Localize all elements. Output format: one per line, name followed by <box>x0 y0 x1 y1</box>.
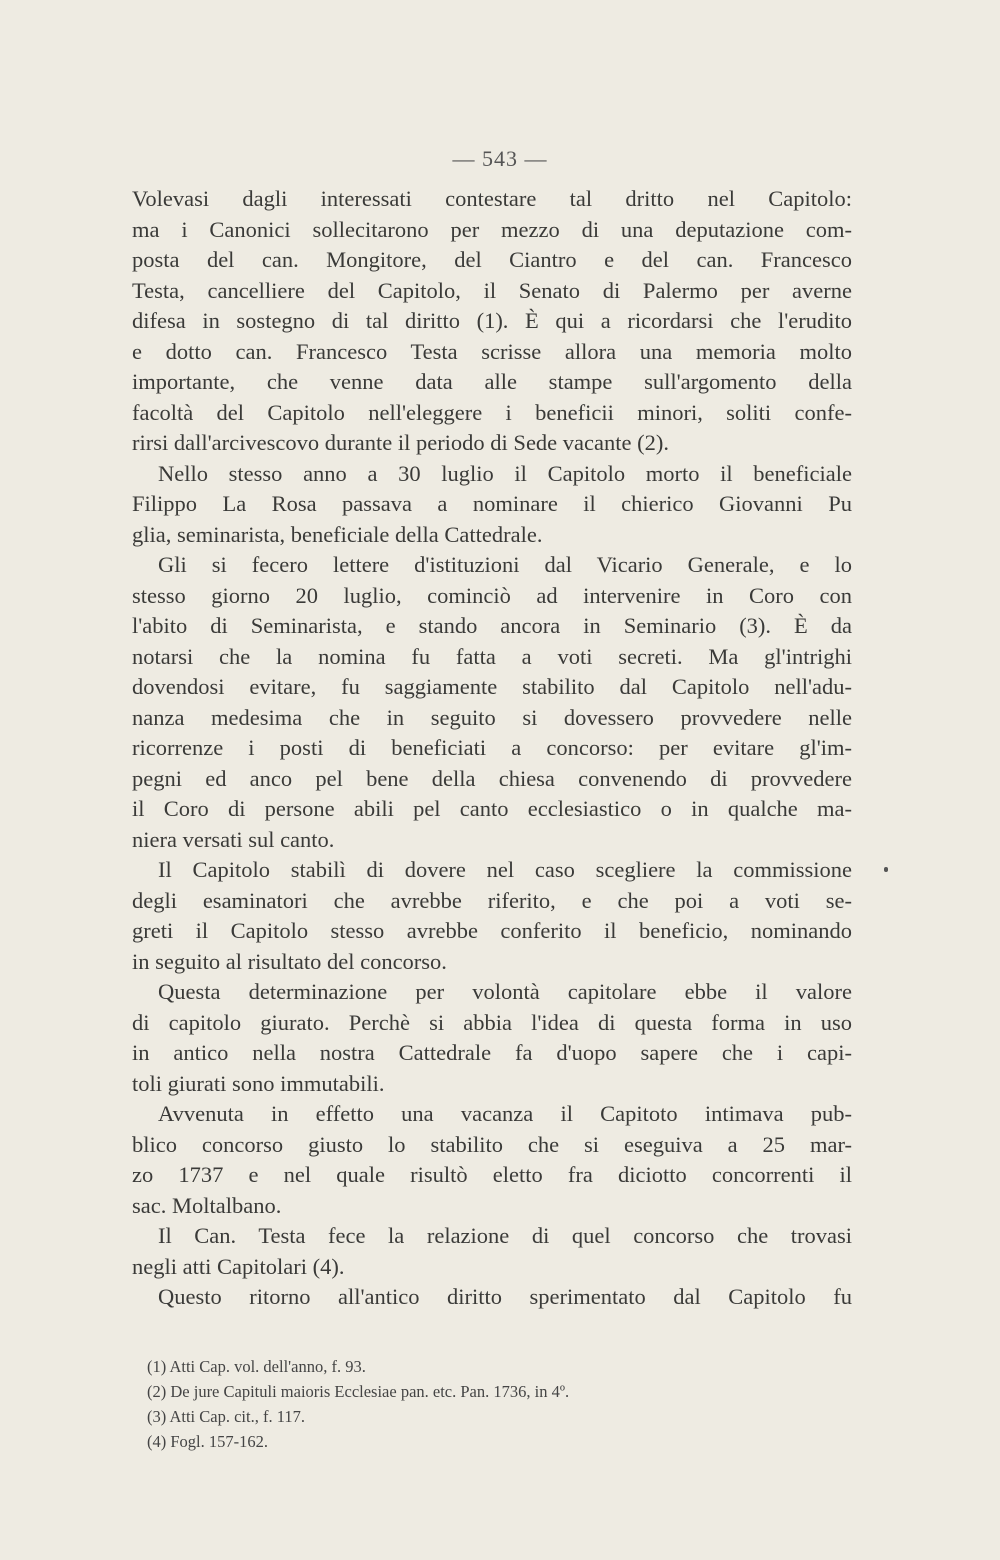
footnote-2: (2) De jure Capituli maioris Ecclesiae pan. etc. Pan. 1736, in 4º. <box>147 1382 570 1401</box>
text-line-12: glia, seminarista, beneficiale della Cattedrale. <box>132 521 543 547</box>
text-line-8: facoltà del Capitolo nell'eleggere i beneficii minori, soliti confe- <box>132 399 852 425</box>
text-line-24: degli esaminatori che avrebbe riferito, e che poi a voti se- <box>132 887 852 913</box>
text-line-23: Il Capitolo stabilì di dovere nel caso scegliere la commissione <box>158 857 852 882</box>
text-line-5: difesa in sostegno di tal diritto (1). È qui a ricordarsi che l'erudito <box>132 308 852 333</box>
footnote-4: (4) Fogl. 157-162. <box>147 1432 268 1451</box>
ink-speck <box>884 867 888 872</box>
text-line-35: Il Can. Testa fece la relazione di quel concorso che trovasi <box>158 1223 852 1248</box>
text-line-1: Volevasi dagli interessati contestare tal dritto nel Capitolo: <box>132 186 852 211</box>
footnote-3: (3) Atti Cap. cit., f. 117. <box>147 1407 305 1426</box>
text-line-33: zo 1737 e nel quale risultò eletto fra diciotto concorrenti il <box>132 1162 852 1187</box>
text-line-9: rirsi dall'arcivescovo durante il periodo di Sede vacante (2). <box>132 430 669 455</box>
footnotes <box>147 1354 847 1454</box>
page-number: — 543 — <box>452 146 548 171</box>
text-line-34: sac. Moltalbano. <box>132 1192 282 1218</box>
text-line-26: in seguito al risultato del concorso. <box>132 948 447 974</box>
text-line-11: Filippo La Rosa passava a nominare il chierico Giovanni Pu <box>132 491 852 516</box>
body-text <box>132 184 852 1313</box>
text-line-17: dovendosi evitare, fu saggiamente stabilito dal Capitolo nell'adu- <box>132 674 852 699</box>
text-line-31: Avvenuta in effetto una vacanza il Capitoto intimava pub- <box>158 1101 852 1126</box>
text-line-14: stesso giorno 20 luglio, cominciò ad intervenire in Coro con <box>132 582 852 608</box>
text-line-21: il Coro di persone abili pel canto ecclesiastico o in qualche ma- <box>132 796 852 821</box>
text-line-27: Questa determinazione per volontà capitolare ebbe il valore <box>158 979 852 1004</box>
text-line-29: in antico nella nostra Cattedrale fa d'uopo sapere che i capi- <box>132 1040 852 1065</box>
text-line-25: greti il Capitolo stesso avrebbe conferito il beneficio, nominando <box>132 918 852 943</box>
text-line-4: Testa, cancelliere del Capitolo, il Senato di Palermo per averne <box>132 277 852 303</box>
text-line-7: importante, che venne data alle stampe sull'argomento della <box>132 369 852 394</box>
text-line-3: posta del can. Mongitore, del Ciantro e del can. Francesco <box>132 247 852 272</box>
text-line-13: Gli si fecero lettere d'istituzioni dal Vicario Generale, e lo <box>158 552 852 577</box>
text-line-2: ma i Canonici sollecitarono per mezzo di una deputazione com- <box>132 216 852 242</box>
text-line-19: ricorrenze i posti di beneficiati a concorso: per evitare gl'im- <box>132 735 852 760</box>
text-line-30: toli giurati sono immutabili. <box>132 1070 385 1096</box>
text-line-36: negli atti Capitolari (4). <box>132 1253 345 1279</box>
footnote-1: (1) Atti Cap. vol. dell'anno, f. 93. <box>147 1357 366 1376</box>
text-line-32: blico concorso giusto lo stabilito che si eseguiva a 25 mar- <box>132 1131 852 1157</box>
text-line-15: l'abito di Seminarista, e stando ancora in Seminario (3). È da <box>132 613 852 638</box>
text-line-22: niera versati sul canto. <box>132 826 335 852</box>
text-line-10: Nello stesso anno a 30 luglio il Capitolo morto il beneficiale <box>158 460 852 486</box>
text-line-18: nanza medesima che in seguito si dovessero provvedere nelle <box>132 704 852 730</box>
text-line-28: di capitolo giurato. Perchè si abbia l'idea di questa forma in uso <box>132 1009 852 1035</box>
text-line-6: e dotto can. Francesco Testa scrisse allora una memoria molto <box>132 338 852 364</box>
text-line-16: notarsi che la nomina fu fatta a voti secreti. Ma gl'intrighi <box>132 643 852 669</box>
text-line-37: Questo ritorno all'antico diritto sperimentato dal Capitolo fu <box>158 1284 852 1309</box>
text-line-20: pegni ed anco pel bene della chiesa convenendo di provvedere <box>132 765 852 791</box>
